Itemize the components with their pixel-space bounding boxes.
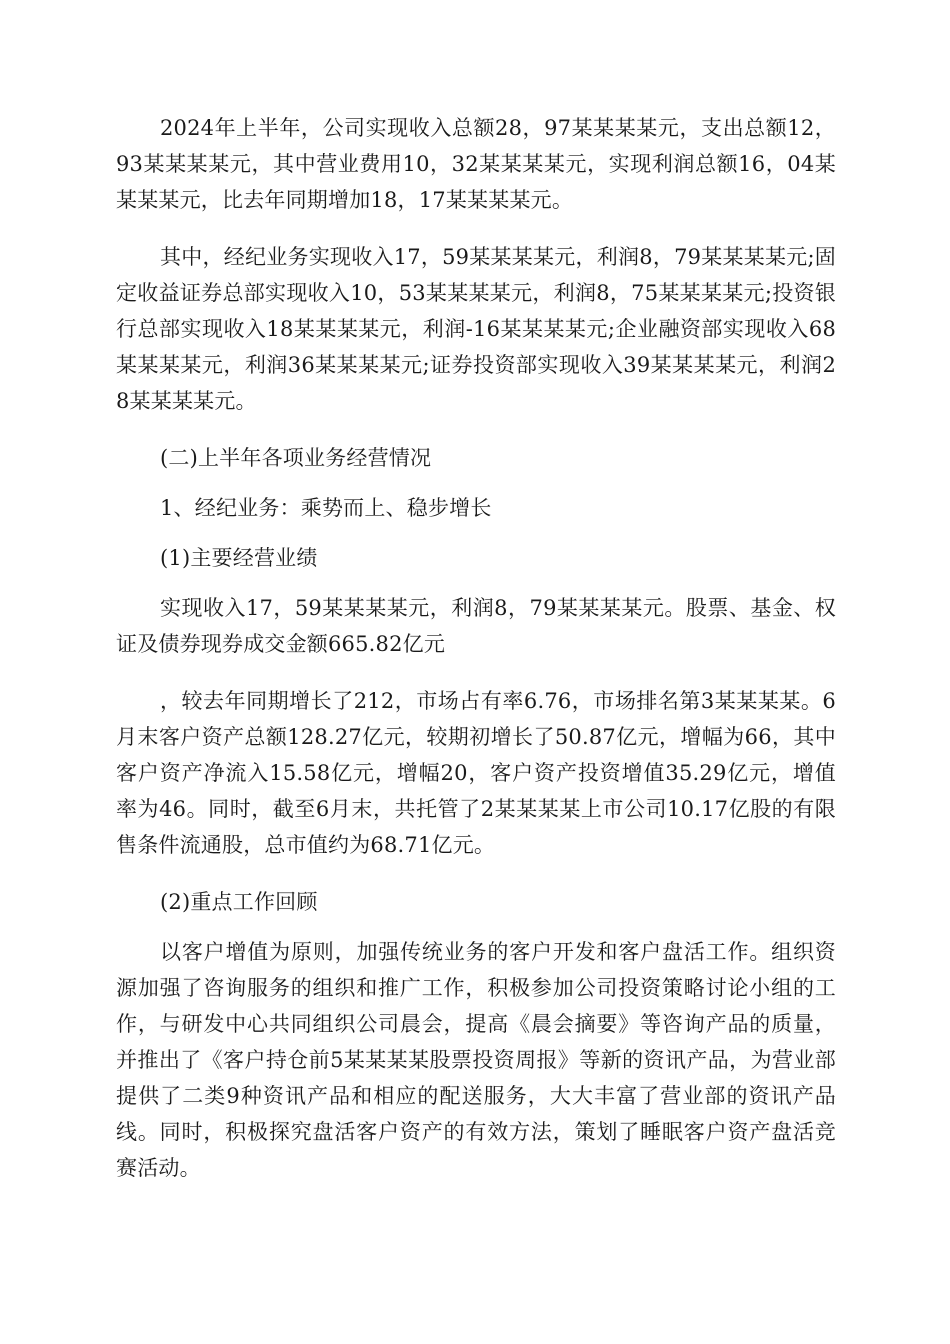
subsection-heading-main-performance: (1)主要经营业绩 [160, 546, 318, 570]
subsection-heading-brokerage: 1、经纪业务：乘势而上、稳步增长 [160, 496, 492, 520]
subsection-heading-key-work-review: (2)重点工作回顾 [160, 890, 318, 914]
paragraph-revenue-summary: 2024年上半年，公司实现收入总额28，97某某某某元，支出总额12，93某某某某元，其中营业费用10，32某某某某元，实现利润总额16，04某某某某元，比去年同期增加18，17某某某某元。 [116, 116, 836, 212]
document-page [116, 110, 836, 1207]
paragraph-client-services: 以客户增值为原则，加强传统业务的客户开发和客户盘活工作。组织资源加强了咨询服务的组织和推广工作，积极参加公司投资策略讨论小组的工作，与研发中心共同组织公司晨会，提高《晨会摘要》等咨询产品的质量，并推出了《客户持仓前5某某某某股票投资周报》等新的资讯产品，为营业部提供了二类9种资讯产品和相应的配送服务，大大丰富了营业部的资讯产品线。同时，积极探究盘活客户资产的有效方法，策划了睡眠客户资产盘活竞赛活动。 [116, 940, 836, 1180]
section-heading-business-operations: (二)上半年各项业务经营情况 [160, 446, 432, 470]
paragraph-market-share: ，较去年同期增长了212，市场占有率6.76，市场排名第3某某某某。6月末客户资产总额128.27亿元，较期初增长了50.87亿元，增幅为66，其中客户资产净流入15.58亿元，增幅20，客户资产投资增值35.29亿元，增值率为46。同时，截至6月末，共托管了2某某某某上市公司10.17亿股的有限售条件流通股，总市值约为68.71亿元。 [116, 689, 836, 857]
paragraph-brokerage-performance: 实现收入17，59某某某某元，利润8，79某某某某元。股票、基金、权证及债券现券成交金额665.82亿元 [116, 596, 836, 656]
paragraph-division-results: 其中，经纪业务实现收入17，59某某某某元，利润8，79某某某某元;固定收益证券总部实现收入10，53某某某某元，利润8，75某某某某元;投资银行总部实现收入18某某某某元，利润-16某某某某元;企业融资部实现收入68某某某某元，利润36某某某某元;证券投资部实现收入39某某某某元，利润28某某某某元。 [116, 245, 836, 413]
